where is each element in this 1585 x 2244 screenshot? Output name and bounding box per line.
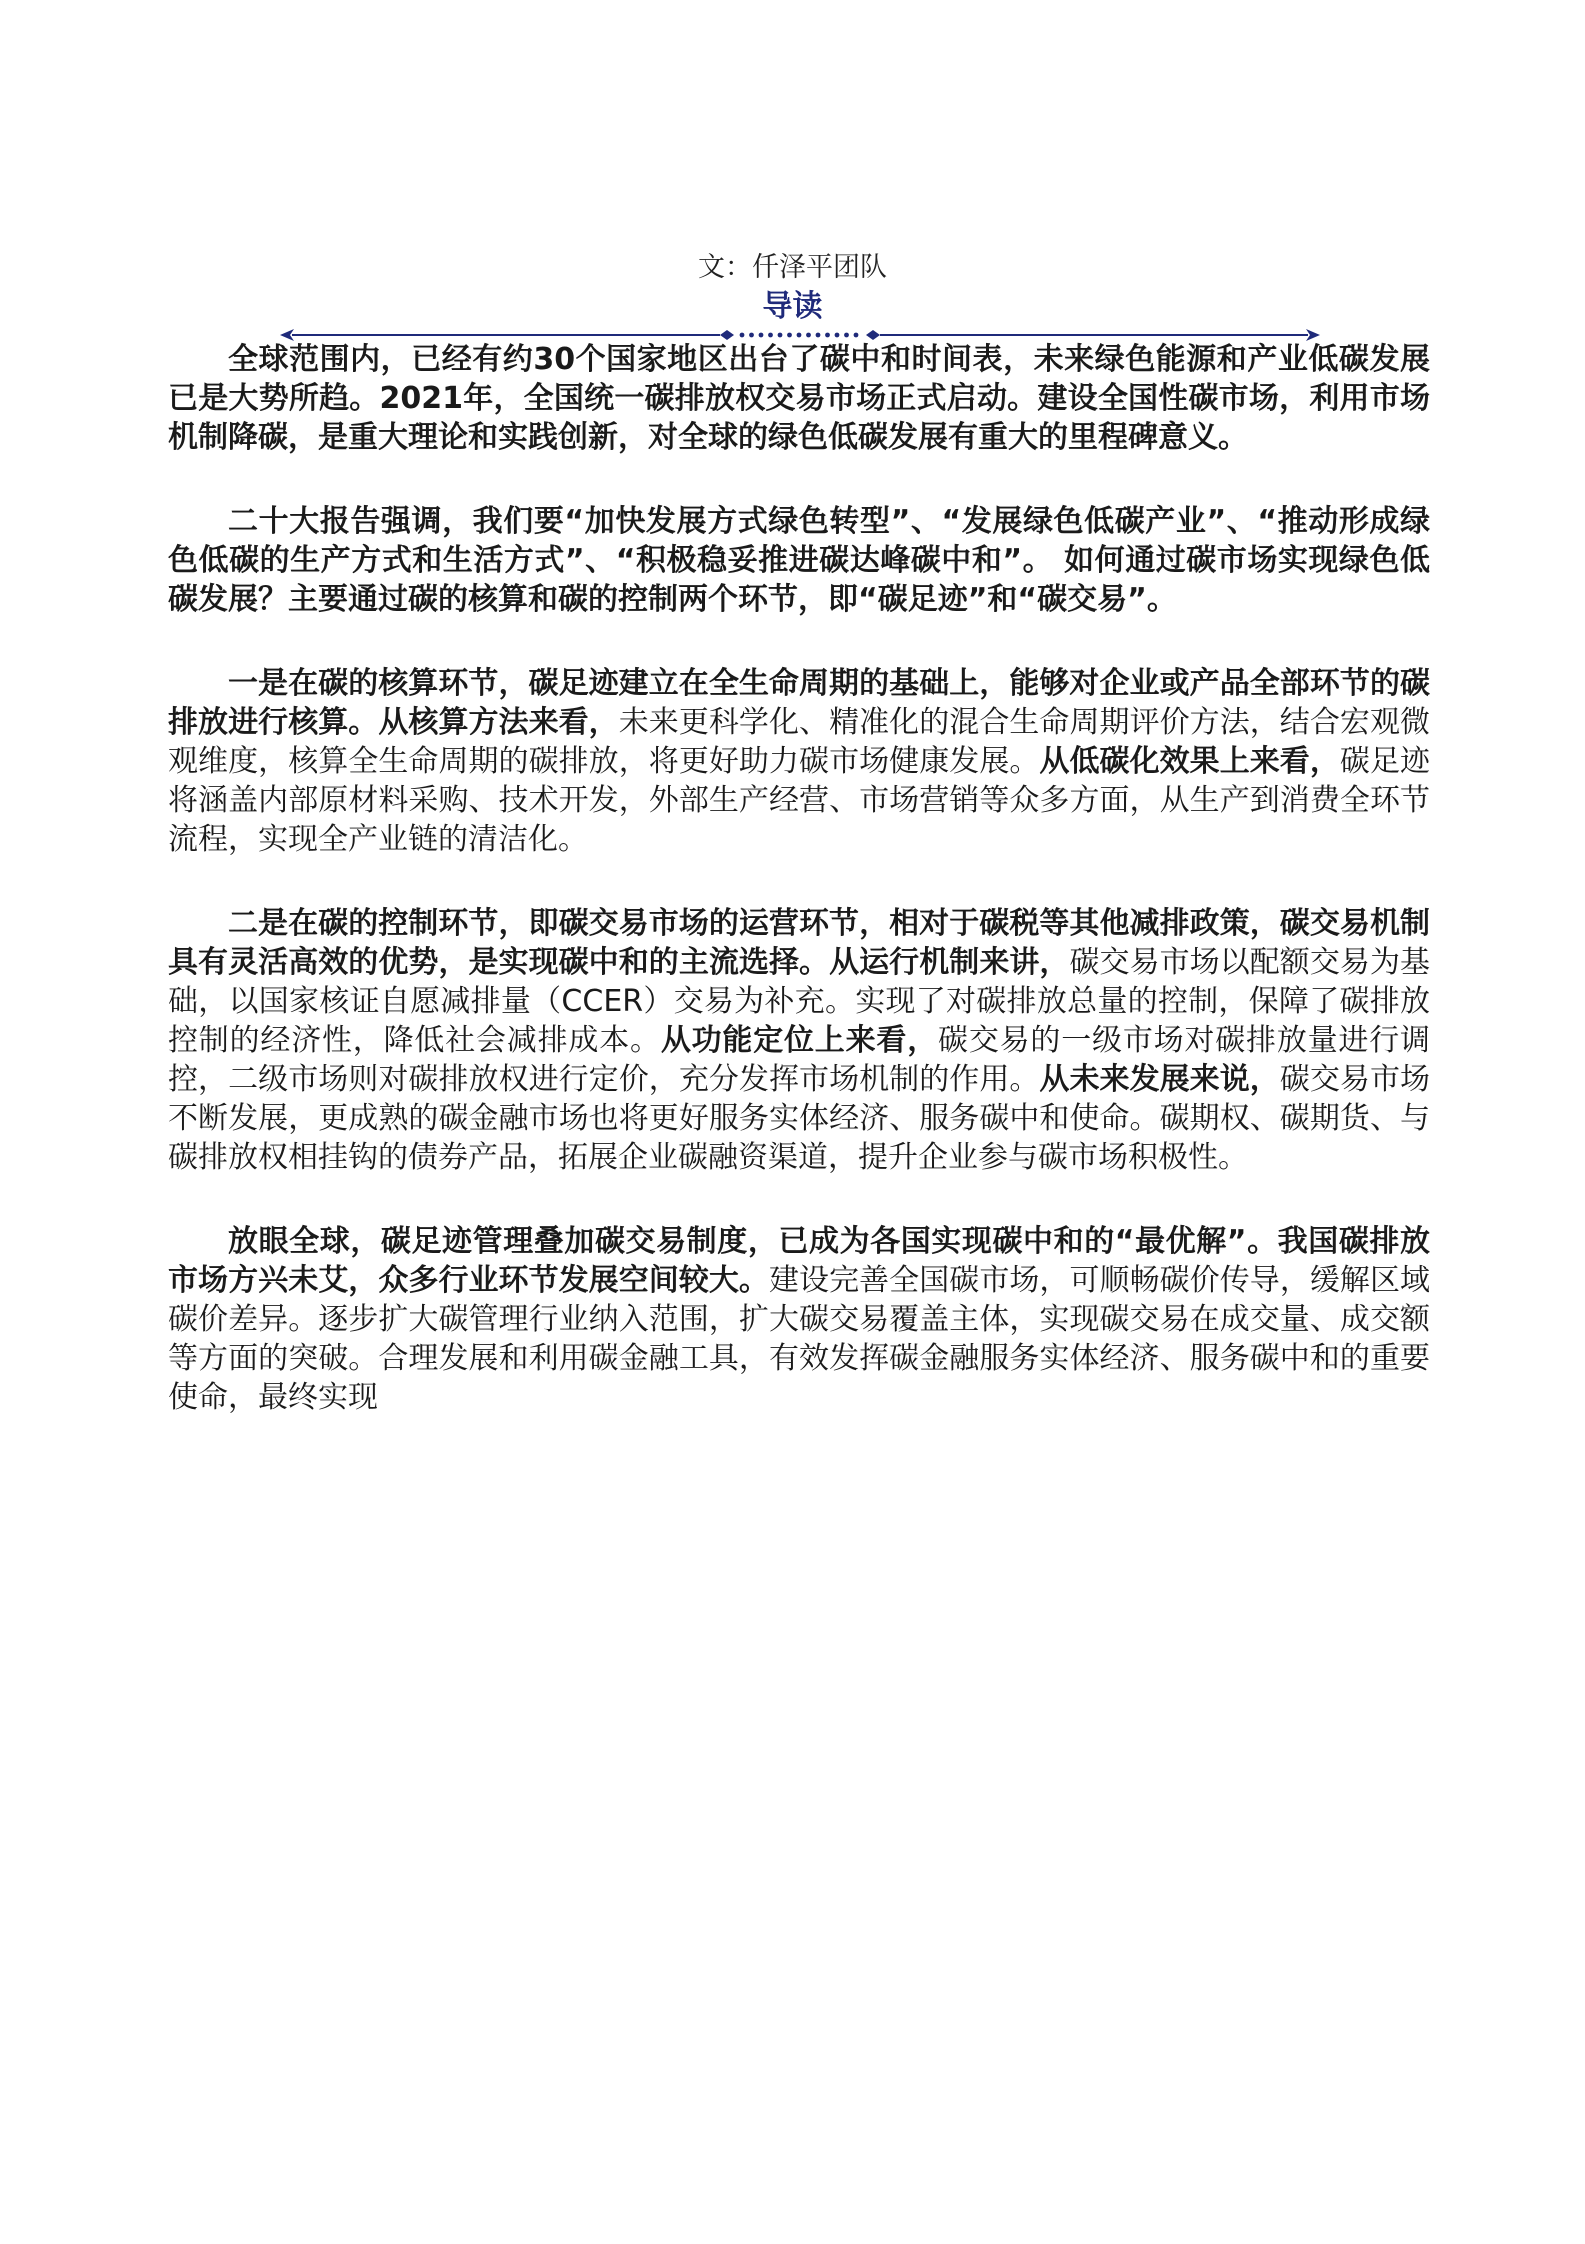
bold-text-segment: 二是在碳的控制环节，即碳交易市场的运营环节，相对于碳税等其他减排政策，碳交易机制具有灵活高效的优势，是实现碳中和的主流选择。 bbox=[168, 906, 1430, 980]
text-segment: 未来更科学化、精准化的混合生命周期评价方法，结合宏观微观维度，核算全生命周期的碳排放，将更好助力碳市场健康发展。 bbox=[168, 705, 1431, 779]
bold-text-segment: 从核算方法来看， bbox=[378, 705, 619, 740]
bold-text-segment: 从功能定位上来看， bbox=[660, 1023, 939, 1058]
author-line: 文：仟泽平团队 bbox=[698, 252, 887, 283]
article-body bbox=[168, 340, 1430, 1462]
text-segment: 碳交易市场以配额交易为基础，以国家核证自愿减排量（CCER）交易为补充。实现了对碳排放总量的控制，保障了碳排放控制的经济性，降低社会减排成本。 bbox=[168, 945, 1431, 1058]
bold-text-segment: 从未来发展来说， bbox=[1039, 1062, 1280, 1097]
bold-text-segment: 从运行机制来讲， bbox=[829, 945, 1070, 980]
section-title: 导读 bbox=[762, 289, 823, 324]
bold-text-segment: 二十大报告强调，我们要“加快发展方式绿色转型”、“发展绿色低碳产业”、“推动形成绿色低碳的生产方式和生活方式”、“积极稳妥推进碳达峰碳中和”。 如何通过碳市场实现绿色低碳发展？主要通过碳的核算和碳的控制两个环节，即“碳足迹”和“碳交易”。 bbox=[168, 504, 1430, 617]
paragraph bbox=[168, 340, 1430, 457]
bold-text-segment: 从低碳化效果上来看， bbox=[1039, 744, 1340, 779]
text-segment: 建设完善全国碳市场，可顺畅碳价传导，缓解区域碳价差异。逐步扩大碳管理行业纳入范围，扩大碳交易覆盖主体，实现碳交易在成交量、成交额等方面的突破。合理发展和利用碳金融工具，有效发挥碳金融服务实体经济、服务碳中和的重要使命，最终实现 bbox=[168, 1263, 1431, 1415]
paragraph bbox=[168, 664, 1430, 859]
bold-text-segment: 放眼全球，碳足迹管理叠加碳交易制度，已成为各国实现碳中和的“最优解”。我国碳排放市场方兴未艾，众多行业环节发展空间较大。 bbox=[168, 1224, 1430, 1298]
text-segment: 碳足迹将涵盖内部原材料采购、技术开发，外部生产经营、市场营销等众多方面，从生产到消费全环节流程，实现全产业链的清洁化。 bbox=[168, 744, 1431, 857]
text-segment: 碳交易市场不断发展，更成熟的碳金融市场也将更好服务实体经济、服务碳中和使命。碳期权、碳期货、与碳排放权相挂钩的债券产品，拓展企业碳融资渠道，提升企业参与碳市场积极性。 bbox=[168, 1062, 1431, 1175]
text-segment: 碳交易的一级市场对碳排放量进行调控，二级市场则对碳排放权进行定价，充分发挥市场机制的作用。 bbox=[168, 1023, 1431, 1097]
bold-text-segment: 全球范围内，已经有约30个国家地区出台了碳中和时间表，未来绿色能源和产业低碳发展已是大势所趋。2021年，全国统一碳排放权交易市场正式启动。建设全国性碳市场，利用市场机制降碳，是重大理论和实践创新，对全球的绿色低碳发展有重大的里程碑意义。 bbox=[168, 342, 1430, 455]
bold-text-segment: 一是在碳的核算环节，碳足迹建立在全生命周期的基础上，能够对企业或产品全部环节的碳排放进行核算。 bbox=[168, 666, 1430, 740]
paragraph bbox=[168, 904, 1430, 1177]
paragraph bbox=[168, 502, 1430, 619]
paragraph bbox=[168, 1222, 1430, 1417]
